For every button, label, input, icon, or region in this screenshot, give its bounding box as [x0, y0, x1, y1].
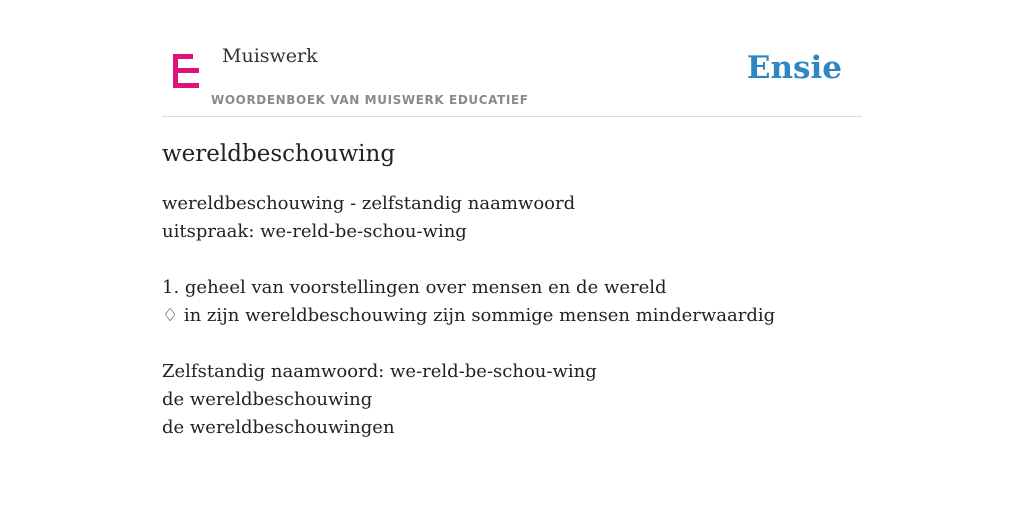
source-subtitle: WOORDENBOEK VAN MUISWERK EDUCATIEF: [211, 93, 529, 107]
entry-content: [162, 138, 862, 442]
muiswerk-logo-icon[interactable]: [173, 54, 199, 88]
logo-bar: [173, 54, 178, 88]
page-header: [162, 0, 862, 117]
definition-line: Zelfstandig naamwoord: we-reld-be-schou-wing: [162, 361, 597, 382]
ensie-logo[interactable]: Ensie: [746, 50, 842, 86]
definition-line: de wereldbeschouwing: [162, 389, 373, 410]
definition-line: uitspraak: we-reld-be-schou-wing: [162, 221, 467, 242]
source-name[interactable]: Muiswerk: [222, 45, 318, 67]
definition-line: 1. geheel van voorstellingen over mensen en de wereld: [162, 277, 667, 298]
definition-line: wereldbeschouwing - zelfstandig naamwoord: [162, 193, 576, 214]
blank-line: [162, 330, 862, 358]
definition-line: de wereldbeschouwingen: [162, 417, 395, 438]
entry-title: wereldbeschouwing: [162, 141, 396, 167]
blank-line: [162, 246, 862, 274]
example-line: ♢ in zijn wereldbeschouwing zijn sommige mensen minderwaardig: [162, 305, 776, 326]
